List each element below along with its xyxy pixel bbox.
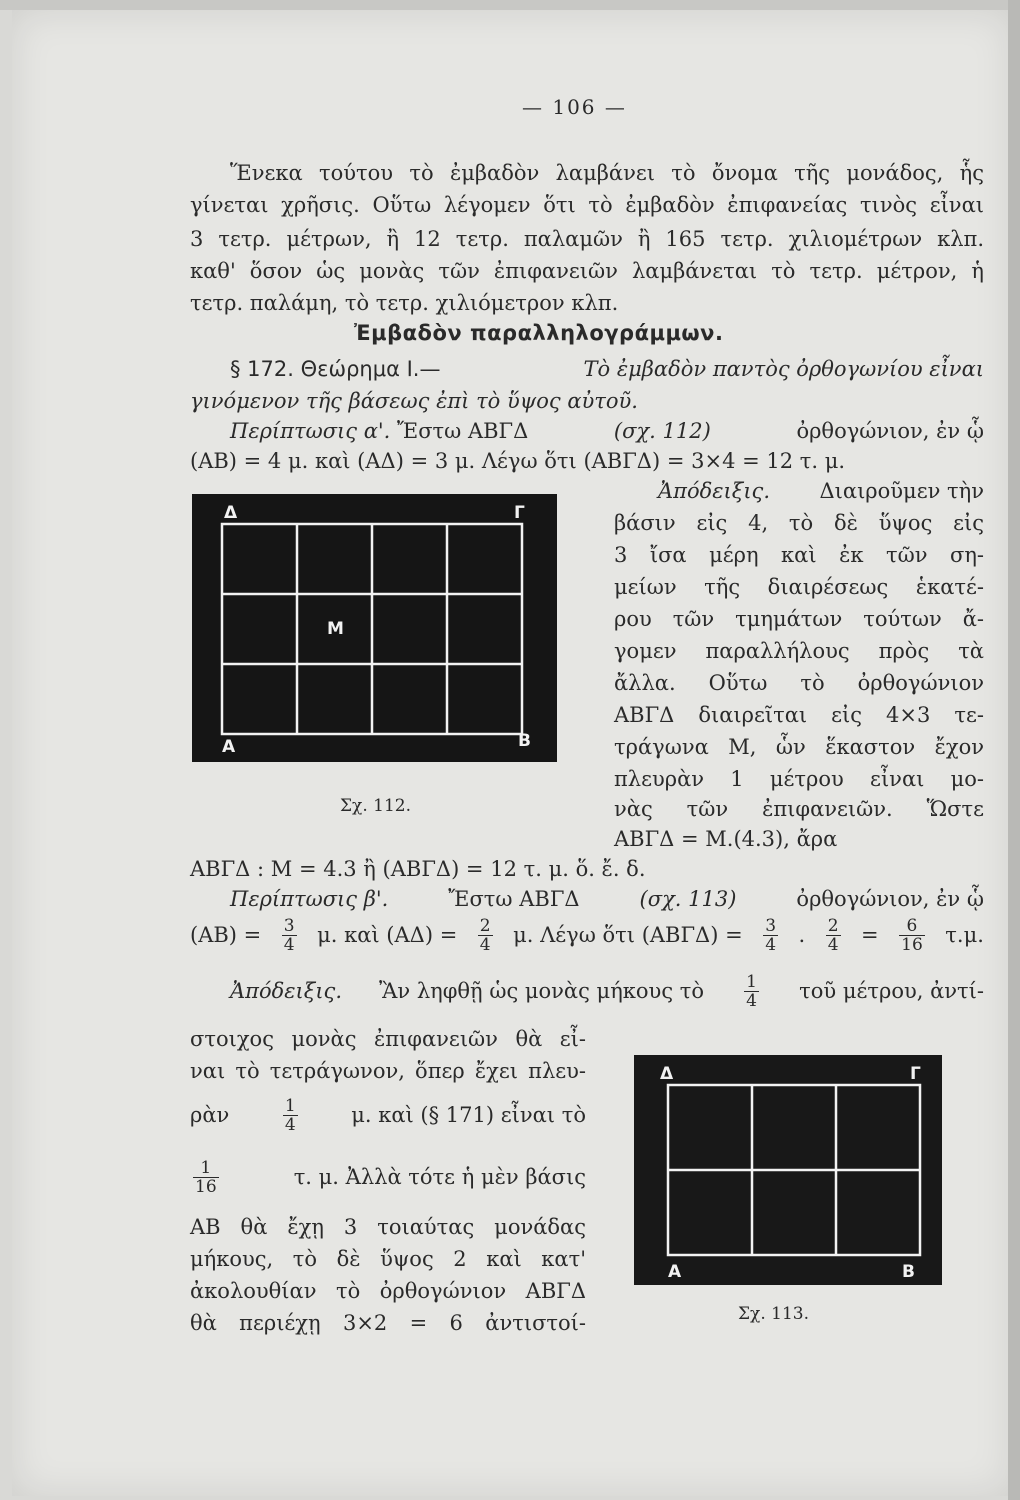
case2-proof-line-1 bbox=[230, 966, 984, 1016]
case2-figure-ref: (σχ. 113) bbox=[639, 887, 737, 911]
case2-label: Περίπτωσις β'. bbox=[230, 887, 389, 911]
case1-proof-line-2: βάσιν εἰς 4, τὸ δὲ ὕψος εἰς bbox=[614, 511, 984, 535]
fraction-unit-area: $\frac{1}{16}$ bbox=[195, 1157, 217, 1197]
case1-proof-line-8: ΑΒΓΔ διαιρεῖται εἰς 4×3 τε- bbox=[614, 703, 984, 727]
case2-base-text: τ. μ. Ἀλλὰ τότε ἡ μὲν βάσις bbox=[293, 1165, 586, 1189]
fraction-ad: $\frac{2}{4}$ bbox=[479, 915, 491, 955]
vertex-label-D: Δ bbox=[224, 503, 238, 523]
theorem-statement-2: γινόμενον τῆς βάσεως ἐπὶ τὸ ὕψος αὐτοῦ. bbox=[190, 389, 638, 413]
case2-proof-line-7: μήκους, τὸ δὲ ὕψος 2 καὶ κατ' bbox=[190, 1247, 586, 1271]
fraction-ab: $\frac{3}{4}$ bbox=[283, 915, 295, 955]
figure-113-caption: Σχ. 113. bbox=[738, 1304, 809, 1324]
case1-proof-line-9: τράγωνα Μ, ὧν ἕκαστον ἔχον bbox=[614, 735, 984, 759]
fraction-unit-length: $\frac{1}{4}$ bbox=[746, 971, 757, 1011]
case2-proof-line-8: ἀκολουθίαν τὸ ὀρθογώνιον ΑΒΓΔ bbox=[190, 1279, 586, 1303]
figure-112-caption: Σχ. 112. bbox=[340, 796, 411, 816]
case2-proof-line-5 bbox=[190, 1150, 586, 1204]
case2-unit: τ.μ. bbox=[945, 923, 984, 947]
case2-side-text-b: μ. καὶ (§ 171) εἶναι τὸ bbox=[351, 1103, 586, 1127]
fraction-factor-1: $\frac{3}{4}$ bbox=[765, 915, 777, 955]
page-top-edge bbox=[0, 0, 1020, 10]
case1-line-2: (ΑΒ) = 4 μ. καὶ (ΑΔ) = 3 μ. Λέγω ὅτι (ΑΒΓΔ) = 3×4 = 12 τ. μ. bbox=[190, 449, 846, 473]
page-right-edge bbox=[1008, 0, 1020, 1500]
case1-proof-line-6: γομεν παραλλήλους πρὸς τὰ bbox=[614, 639, 984, 663]
vertex-label-D: Δ bbox=[660, 1064, 674, 1084]
case2-proof-line-6: ΑΒ θὰ ἔχῃ 3 τοιαύτας μονάδας bbox=[190, 1215, 586, 1239]
case2-ab: (ΑΒ) = bbox=[190, 923, 262, 947]
case2-proof-line-2: στοιχος μονὰς ἐπιφανειῶν θὰ εἶ- bbox=[190, 1027, 586, 1051]
para1-line-3: 3 τετρ. μέτρων, ἢ 12 τετρ. παλαμῶν ἢ 165 τετρ. χιλιομέτρων κλπ. bbox=[190, 227, 984, 251]
case2-let: Ἔστω ΑΒΓΔ bbox=[448, 887, 580, 911]
theorem-line-1 bbox=[230, 356, 984, 382]
case1-proof-line-4: μείων τῆς διαιρέσεως ἑκατέ- bbox=[614, 575, 984, 599]
case1-proof-line-1 bbox=[658, 478, 984, 504]
case1-proof-line-5: ρου τῶν τμημάτων τούτων ἄ- bbox=[614, 607, 984, 631]
figure-112 bbox=[192, 494, 557, 762]
case2-ad: μ. καὶ (ΑΔ) = bbox=[317, 923, 458, 947]
vertex-label-A: Α bbox=[668, 1262, 682, 1282]
case2-claim: μ. Λέγω ὅτι (ΑΒΓΔ) = bbox=[513, 923, 743, 947]
figure-113 bbox=[634, 1055, 942, 1285]
fraction-factor-2: $\frac{2}{4}$ bbox=[827, 915, 839, 955]
case1-proof-line-10: πλευρὰν 1 μέτρου εἶναι μο- bbox=[614, 767, 984, 791]
case2-equals: = bbox=[861, 923, 879, 947]
case1-line-1 bbox=[230, 418, 984, 444]
case1-proof-line-11: νὰς τῶν ἐπιφανειῶν. Ὥστε bbox=[614, 797, 984, 821]
theorem-statement-1: Τὸ ἐμβαδὸν παντὸς ὀρθογωνίου εἶναι bbox=[583, 357, 984, 381]
vertex-label-B: Β bbox=[518, 731, 531, 751]
vertex-label-B: Β bbox=[902, 1262, 915, 1282]
case1-conclusion: ΑΒΓΔ : Μ = 4.3 ἢ (ΑΒΓΔ) = 12 τ. μ. ὅ. ἔ. δ. bbox=[190, 857, 646, 881]
case1-figure-ref: (σχ. 112) bbox=[613, 419, 711, 443]
fraction-side: $\frac{1}{4}$ bbox=[284, 1095, 296, 1135]
vertex-label-G: Γ bbox=[910, 1064, 921, 1084]
theorem-label: § 172. Θεώρημα Ι.— bbox=[230, 357, 441, 381]
case2-proof-line-3: ναι τὸ τετράγωνον, ὅπερ ἔχει πλευ- bbox=[190, 1059, 586, 1083]
case1-let: Ἔστω ΑΒΓΔ bbox=[397, 419, 529, 443]
para1-line-4: καθ' ὅσον ὡς μονὰς τῶν ἐπιφανειῶν λαμβάνεται τὸ τετρ. μέτρον, ἡ bbox=[190, 259, 984, 283]
para1-line-1: Ἕνεκα τούτου τὸ ἐμβαδὸν λαμβάνει τὸ ὄνομα τῆς μονάδος, ἧς bbox=[230, 161, 984, 185]
case1-proof-line-3: 3 ἴσα μέρη καὶ ἐκ τῶν ση- bbox=[614, 543, 984, 567]
para1-line-5: τετρ. παλάμη, τὸ τετρ. χιλιόμετρον κλπ. bbox=[190, 291, 619, 315]
case2-proof-text-a: Ἂν ληφθῇ ὡς μονὰς μήκους τὸ bbox=[379, 979, 705, 1003]
case1-proof-line-7: ἄλλα. Οὕτω τὸ ὀρθογώνιον bbox=[614, 671, 984, 695]
case1-proof-line-12: ΑΒΓΔ = Μ.(4.3), ἄρα bbox=[614, 827, 838, 851]
case2-rectangle-text: ὀρθογώνιον, ἐν ᾧ bbox=[796, 887, 984, 911]
case2-proof-label: Ἀπόδειξις. bbox=[230, 979, 342, 1003]
section-heading: Ἐμβαδὸν παραλληλογράμμων. bbox=[354, 321, 724, 345]
case1-label: Περίπτωσις α'. bbox=[230, 419, 391, 443]
case2-side-text: ρὰν bbox=[190, 1103, 230, 1127]
cell-label-M: Μ bbox=[327, 619, 344, 639]
case2-proof-text-b: τοῦ μέτρου, ἀντί- bbox=[799, 979, 984, 1003]
case2-proof-line-9: θὰ περιέχῃ 3×2 = 6 ἀντιστοί- bbox=[190, 1311, 586, 1335]
vertex-label-G: Γ bbox=[514, 503, 525, 523]
para1-line-2: γίνεται χρῆσις. Οὕτω λέγομεν ὅτι τὸ ἐμβαδὸν ἐπιφανείας τινὸς εἶναι bbox=[190, 193, 984, 217]
vertex-label-A: Α bbox=[222, 737, 236, 757]
case1-proof-text-1: Διαιροῦμεν τὴν bbox=[819, 479, 984, 503]
case2-line-1 bbox=[230, 886, 984, 912]
case2-dot: . bbox=[798, 923, 806, 947]
case1-proof-label: Ἀπόδειξις. bbox=[658, 479, 770, 503]
case2-line-2 bbox=[190, 910, 984, 960]
fraction-result: $\frac{6}{16}$ bbox=[901, 915, 923, 955]
case1-rectangle-text: ὀρθογώνιον, ἐν ᾧ bbox=[796, 419, 984, 443]
page-number: — 106 — bbox=[522, 95, 627, 119]
rectangle-grid-4x3 bbox=[192, 494, 557, 762]
case2-proof-line-4 bbox=[190, 1090, 586, 1140]
rectangle-grid-3x2 bbox=[634, 1055, 942, 1285]
